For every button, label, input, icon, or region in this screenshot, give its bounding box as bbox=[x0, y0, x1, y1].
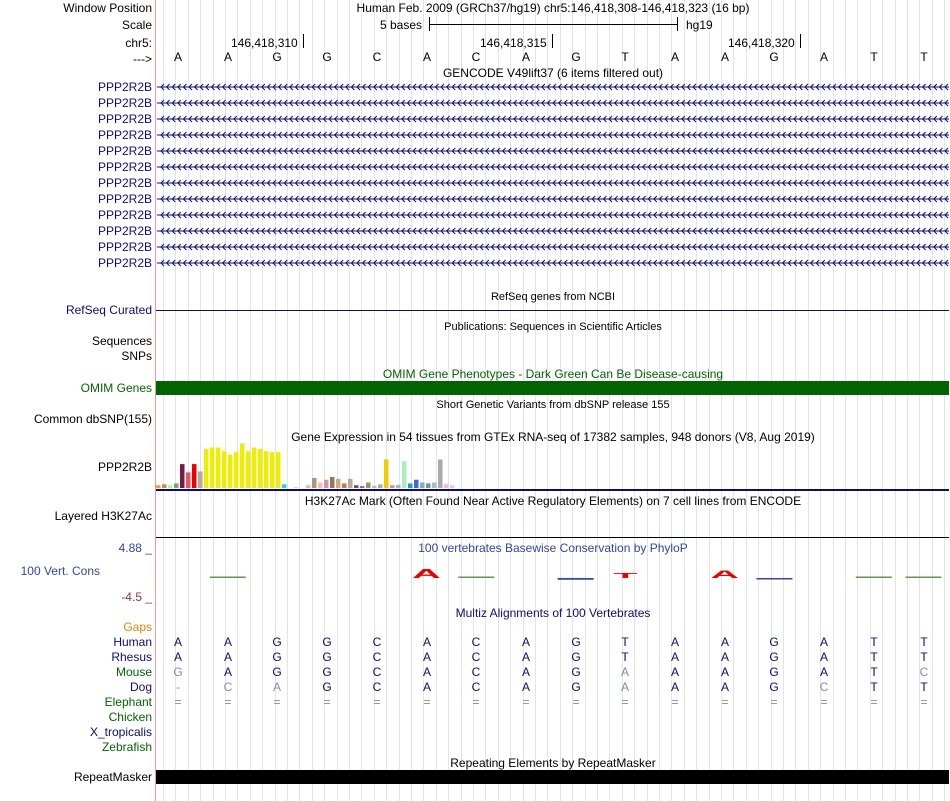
gencode-gene-label[interactable]: PPP2R2B bbox=[97, 208, 152, 222]
publications-track-title: Publications: Sequences in Scientific Articles bbox=[444, 321, 662, 333]
gtex-tissue-bar bbox=[426, 483, 431, 488]
base: A bbox=[422, 680, 431, 694]
base: = bbox=[273, 695, 281, 709]
phylop-ymax: 4.88 _ bbox=[118, 541, 152, 555]
base: = bbox=[323, 695, 331, 709]
base: A bbox=[720, 680, 729, 694]
base: G bbox=[272, 665, 282, 679]
base: A bbox=[422, 635, 431, 649]
gtex-tissue-bar bbox=[252, 448, 257, 488]
gtex-tissue-bar bbox=[264, 451, 269, 488]
base: T bbox=[621, 650, 629, 664]
phylop-letter: A bbox=[710, 568, 740, 581]
gencode-gene-line[interactable] bbox=[157, 209, 949, 221]
species-label[interactable]: Zebrafish bbox=[101, 740, 152, 754]
base: A bbox=[521, 665, 530, 679]
base: G bbox=[272, 635, 282, 649]
base: T bbox=[870, 665, 878, 679]
base: = bbox=[820, 695, 828, 709]
base: G bbox=[571, 635, 581, 649]
base: = bbox=[920, 695, 928, 709]
phylop-score-mark bbox=[906, 577, 942, 579]
base: G bbox=[769, 650, 779, 664]
base: = bbox=[770, 695, 778, 709]
gencode-gene-label[interactable]: PPP2R2B bbox=[97, 144, 152, 158]
base: = bbox=[522, 695, 530, 709]
base: A bbox=[720, 650, 729, 664]
base: T bbox=[870, 50, 878, 64]
sequences-label[interactable]: Sequences bbox=[91, 334, 152, 348]
repeatmasker-bar[interactable] bbox=[156, 770, 949, 784]
species-label[interactable]: Dog bbox=[129, 680, 152, 694]
base: G bbox=[769, 665, 779, 679]
base: C bbox=[471, 635, 481, 649]
base: C bbox=[372, 650, 382, 664]
gtex-tissue-bar bbox=[306, 485, 311, 488]
gencode-gene-label[interactable]: PPP2R2B bbox=[97, 128, 152, 142]
base: A bbox=[819, 50, 828, 64]
assembly-position-text: Human Feb. 2009 (GRCh37/hg19) chr5:146,418,308-146,418,323 (16 bp) bbox=[356, 1, 750, 15]
repeatmasker-track-title: Repeating Elements by RepeatMasker bbox=[450, 756, 656, 770]
base: = bbox=[621, 695, 629, 709]
base: A bbox=[720, 50, 729, 64]
gencode-gene-line[interactable] bbox=[157, 193, 949, 205]
base: G bbox=[769, 635, 779, 649]
base: A bbox=[521, 680, 530, 694]
base: A bbox=[670, 680, 679, 694]
gencode-gene-label[interactable]: PPP2R2B bbox=[97, 160, 152, 174]
base: G bbox=[272, 50, 282, 64]
base: A bbox=[521, 650, 530, 664]
gtex-tissue-bar bbox=[414, 480, 419, 488]
refseq-track-title: RefSeq genes from NCBI bbox=[490, 291, 616, 303]
base: A bbox=[819, 650, 828, 664]
chr-label: chr5: bbox=[125, 36, 152, 50]
omim-track-title: OMIM Gene Phenotypes - Dark Green Can Be Disease-causing bbox=[382, 367, 724, 381]
scale-label: Scale bbox=[121, 18, 152, 32]
gencode-gene-label[interactable]: PPP2R2B bbox=[97, 112, 152, 126]
base: A bbox=[223, 50, 232, 64]
gaps-label: Gaps bbox=[123, 620, 152, 634]
ruler-tick-label: 146,418,315 bbox=[480, 36, 547, 50]
gencode-gene-line[interactable] bbox=[157, 113, 949, 125]
gencode-gene-label[interactable]: PPP2R2B bbox=[97, 176, 152, 190]
base: A bbox=[173, 50, 182, 64]
base: A bbox=[422, 665, 431, 679]
gtex-tissue-bar bbox=[156, 485, 161, 488]
base: C bbox=[372, 665, 382, 679]
omim-label[interactable]: OMIM Genes bbox=[80, 381, 152, 395]
ruler-tick-label: 146,418,320 bbox=[728, 36, 795, 50]
gencode-gene-label[interactable]: PPP2R2B bbox=[97, 240, 152, 254]
base: A bbox=[223, 665, 232, 679]
scale-text: 5 bases bbox=[380, 18, 423, 32]
gtex-gene-line[interactable] bbox=[156, 489, 949, 491]
ruler-tick bbox=[800, 34, 801, 48]
gencode-gene-label[interactable]: PPP2R2B bbox=[97, 256, 152, 270]
base: C bbox=[919, 665, 929, 679]
ruler-tick bbox=[303, 34, 304, 48]
base: A bbox=[173, 635, 182, 649]
base: = bbox=[671, 695, 679, 709]
base: T bbox=[870, 680, 878, 694]
base: G bbox=[769, 680, 779, 694]
base: A bbox=[620, 665, 629, 679]
gencode-gene-label[interactable]: PPP2R2B bbox=[97, 192, 152, 206]
h3k27ac-track-title: H3K27Ac Mark (Often Found Near Active Regulatory Elements) on 7 cell lines from ENCODE bbox=[304, 494, 802, 508]
base: A bbox=[819, 635, 828, 649]
base: = bbox=[472, 695, 480, 709]
dbsnp-label[interactable]: Common dbSNP(155) bbox=[33, 412, 152, 426]
gtex-tissue-bar bbox=[276, 452, 281, 488]
species-label[interactable]: Elephant bbox=[104, 695, 152, 709]
scale-bar bbox=[429, 24, 678, 25]
ruler-tick bbox=[552, 34, 553, 48]
base: A bbox=[819, 665, 828, 679]
h3k27ac-baseline bbox=[156, 537, 949, 538]
base: A bbox=[670, 635, 679, 649]
refseq-label[interactable]: RefSeq Curated bbox=[65, 303, 152, 317]
phylop-letter: T bbox=[613, 571, 638, 580]
species-label[interactable]: Rhesus bbox=[111, 650, 152, 664]
phylop-ymin: -4.5 _ bbox=[121, 590, 152, 604]
base: = bbox=[572, 695, 580, 709]
base: G bbox=[571, 680, 581, 694]
base: C bbox=[471, 650, 481, 664]
gencode-gene-line[interactable] bbox=[157, 241, 949, 253]
base: A bbox=[670, 50, 679, 64]
base: - bbox=[176, 680, 180, 694]
base: G bbox=[322, 650, 332, 664]
gtex-tissue-bar bbox=[354, 485, 359, 488]
base: A bbox=[422, 50, 431, 64]
scale-bar-right-tick bbox=[677, 17, 678, 31]
base: C bbox=[372, 635, 382, 649]
base: T bbox=[920, 650, 928, 664]
base: G bbox=[322, 665, 332, 679]
species-label[interactable]: Human bbox=[113, 635, 152, 649]
base: A bbox=[173, 650, 182, 664]
gencode-gene-label[interactable]: PPP2R2B bbox=[97, 96, 152, 110]
gtex-tissue-bar bbox=[342, 483, 347, 488]
phylop-score-mark bbox=[458, 577, 494, 579]
base: G bbox=[322, 635, 332, 649]
refseq-gene-line[interactable] bbox=[156, 310, 949, 311]
base: A bbox=[521, 635, 530, 649]
omim-gene-bar[interactable] bbox=[156, 381, 949, 395]
base: T bbox=[621, 50, 629, 64]
gencode-gene-line[interactable] bbox=[157, 177, 949, 189]
species-label[interactable]: X_tropicalis bbox=[89, 725, 152, 739]
gtex-tissue-bar bbox=[192, 464, 197, 488]
gencode-gene-label[interactable]: PPP2R2B bbox=[97, 224, 152, 238]
base: C bbox=[223, 680, 233, 694]
gtex-tissue-bar bbox=[168, 485, 173, 488]
h3k27ac-label[interactable]: Layered H3K27Ac bbox=[54, 509, 152, 523]
base: = bbox=[174, 695, 182, 709]
phylop-label[interactable]: 100 Vert. Cons bbox=[20, 564, 100, 578]
base: C bbox=[471, 50, 481, 64]
gtex-tissue-bar bbox=[366, 482, 371, 488]
base: A bbox=[620, 680, 629, 694]
base: G bbox=[571, 665, 581, 679]
base: = bbox=[870, 695, 878, 709]
repeatmasker-label[interactable]: RepeatMasker bbox=[73, 770, 152, 784]
base: G bbox=[769, 50, 779, 64]
gtex-track-title: Gene Expression in 54 tissues from GTEx RNA-seq of 17382 samples, 948 donors (V8, Aug 2019) bbox=[291, 430, 815, 444]
window-position-label: Window Position bbox=[63, 1, 152, 15]
base: G bbox=[571, 650, 581, 664]
base: C bbox=[471, 680, 481, 694]
base: T bbox=[920, 635, 928, 649]
base: A bbox=[223, 650, 232, 664]
base: C bbox=[819, 680, 829, 694]
gencode-gene-line[interactable] bbox=[157, 81, 949, 93]
gtex-tissue-bar bbox=[402, 461, 407, 488]
base: G bbox=[272, 650, 282, 664]
gtex-tissue-bar bbox=[330, 477, 335, 488]
scale-assembly: hg19 bbox=[686, 18, 713, 32]
species-label[interactable]: Mouse bbox=[115, 665, 152, 679]
base: = bbox=[373, 695, 381, 709]
base: A bbox=[670, 665, 679, 679]
base: A bbox=[223, 635, 232, 649]
base: A bbox=[720, 665, 729, 679]
base: T bbox=[621, 635, 629, 649]
base: G bbox=[173, 665, 183, 679]
base: = bbox=[721, 695, 729, 709]
base: T bbox=[920, 680, 928, 694]
base: = bbox=[423, 695, 431, 709]
gtex-tissue-bar bbox=[390, 485, 395, 488]
base: G bbox=[322, 680, 332, 694]
gtex-tissue-bar bbox=[282, 484, 287, 488]
gtex-tissue-bar bbox=[216, 448, 221, 488]
gtex-tissue-bar bbox=[240, 443, 245, 488]
gencode-gene-line[interactable] bbox=[157, 257, 949, 269]
gtex-label[interactable]: PPP2R2B bbox=[97, 460, 152, 474]
gtex-tissue-bar bbox=[378, 484, 383, 488]
base: C bbox=[471, 665, 481, 679]
phylop-track-title: 100 vertebrates Basewise Conservation by PhyloP bbox=[418, 541, 688, 555]
gtex-tissue-bar bbox=[228, 455, 233, 488]
strand-arrow-label: ---> bbox=[133, 52, 152, 66]
base: = bbox=[224, 695, 232, 709]
base: T bbox=[870, 635, 878, 649]
phylop-score-mark bbox=[756, 578, 792, 580]
multiz-track-title: Multiz Alignments of 100 Vertebrates bbox=[455, 606, 651, 620]
gtex-tissue-bar bbox=[318, 482, 323, 488]
snps-label[interactable]: SNPs bbox=[121, 349, 152, 363]
phylop-score-mark bbox=[210, 577, 246, 579]
gtex-tissue-bar bbox=[180, 464, 185, 488]
phylop-letter: A bbox=[412, 566, 441, 582]
phylop-score-mark bbox=[558, 578, 594, 580]
base: G bbox=[571, 50, 581, 64]
gencode-gene-line[interactable] bbox=[157, 97, 949, 109]
gencode-gene-line[interactable] bbox=[157, 161, 949, 173]
gencode-gene-line[interactable] bbox=[157, 225, 949, 237]
gtex-tissue-bar bbox=[450, 485, 455, 488]
base: A bbox=[422, 650, 431, 664]
gencode-track-title: GENCODE V49lift37 (6 items filtered out) bbox=[442, 66, 664, 80]
dbsnp-track-title: Short Genetic Variants from dbSNP release 155 bbox=[436, 399, 670, 411]
base: A bbox=[720, 635, 729, 649]
gtex-tissue-bar bbox=[270, 452, 275, 488]
gtex-tissue-bar bbox=[204, 449, 209, 488]
base: A bbox=[670, 650, 679, 664]
gtex-tissue-bar bbox=[294, 487, 299, 488]
species-label[interactable]: Chicken bbox=[108, 710, 152, 724]
base: T bbox=[920, 50, 928, 64]
base: T bbox=[870, 650, 878, 664]
gtex-tissue-bar bbox=[438, 459, 443, 488]
base: G bbox=[322, 50, 332, 64]
base: C bbox=[372, 50, 382, 64]
base: C bbox=[372, 680, 382, 694]
base: A bbox=[521, 50, 530, 64]
phylop-score-mark bbox=[856, 577, 892, 579]
ruler-tick-label: 146,418,310 bbox=[231, 36, 298, 50]
base: A bbox=[272, 680, 281, 694]
gencode-gene-line[interactable] bbox=[157, 129, 949, 141]
gencode-gene-label[interactable]: PPP2R2B bbox=[97, 80, 152, 94]
gencode-gene-line[interactable] bbox=[157, 145, 949, 157]
